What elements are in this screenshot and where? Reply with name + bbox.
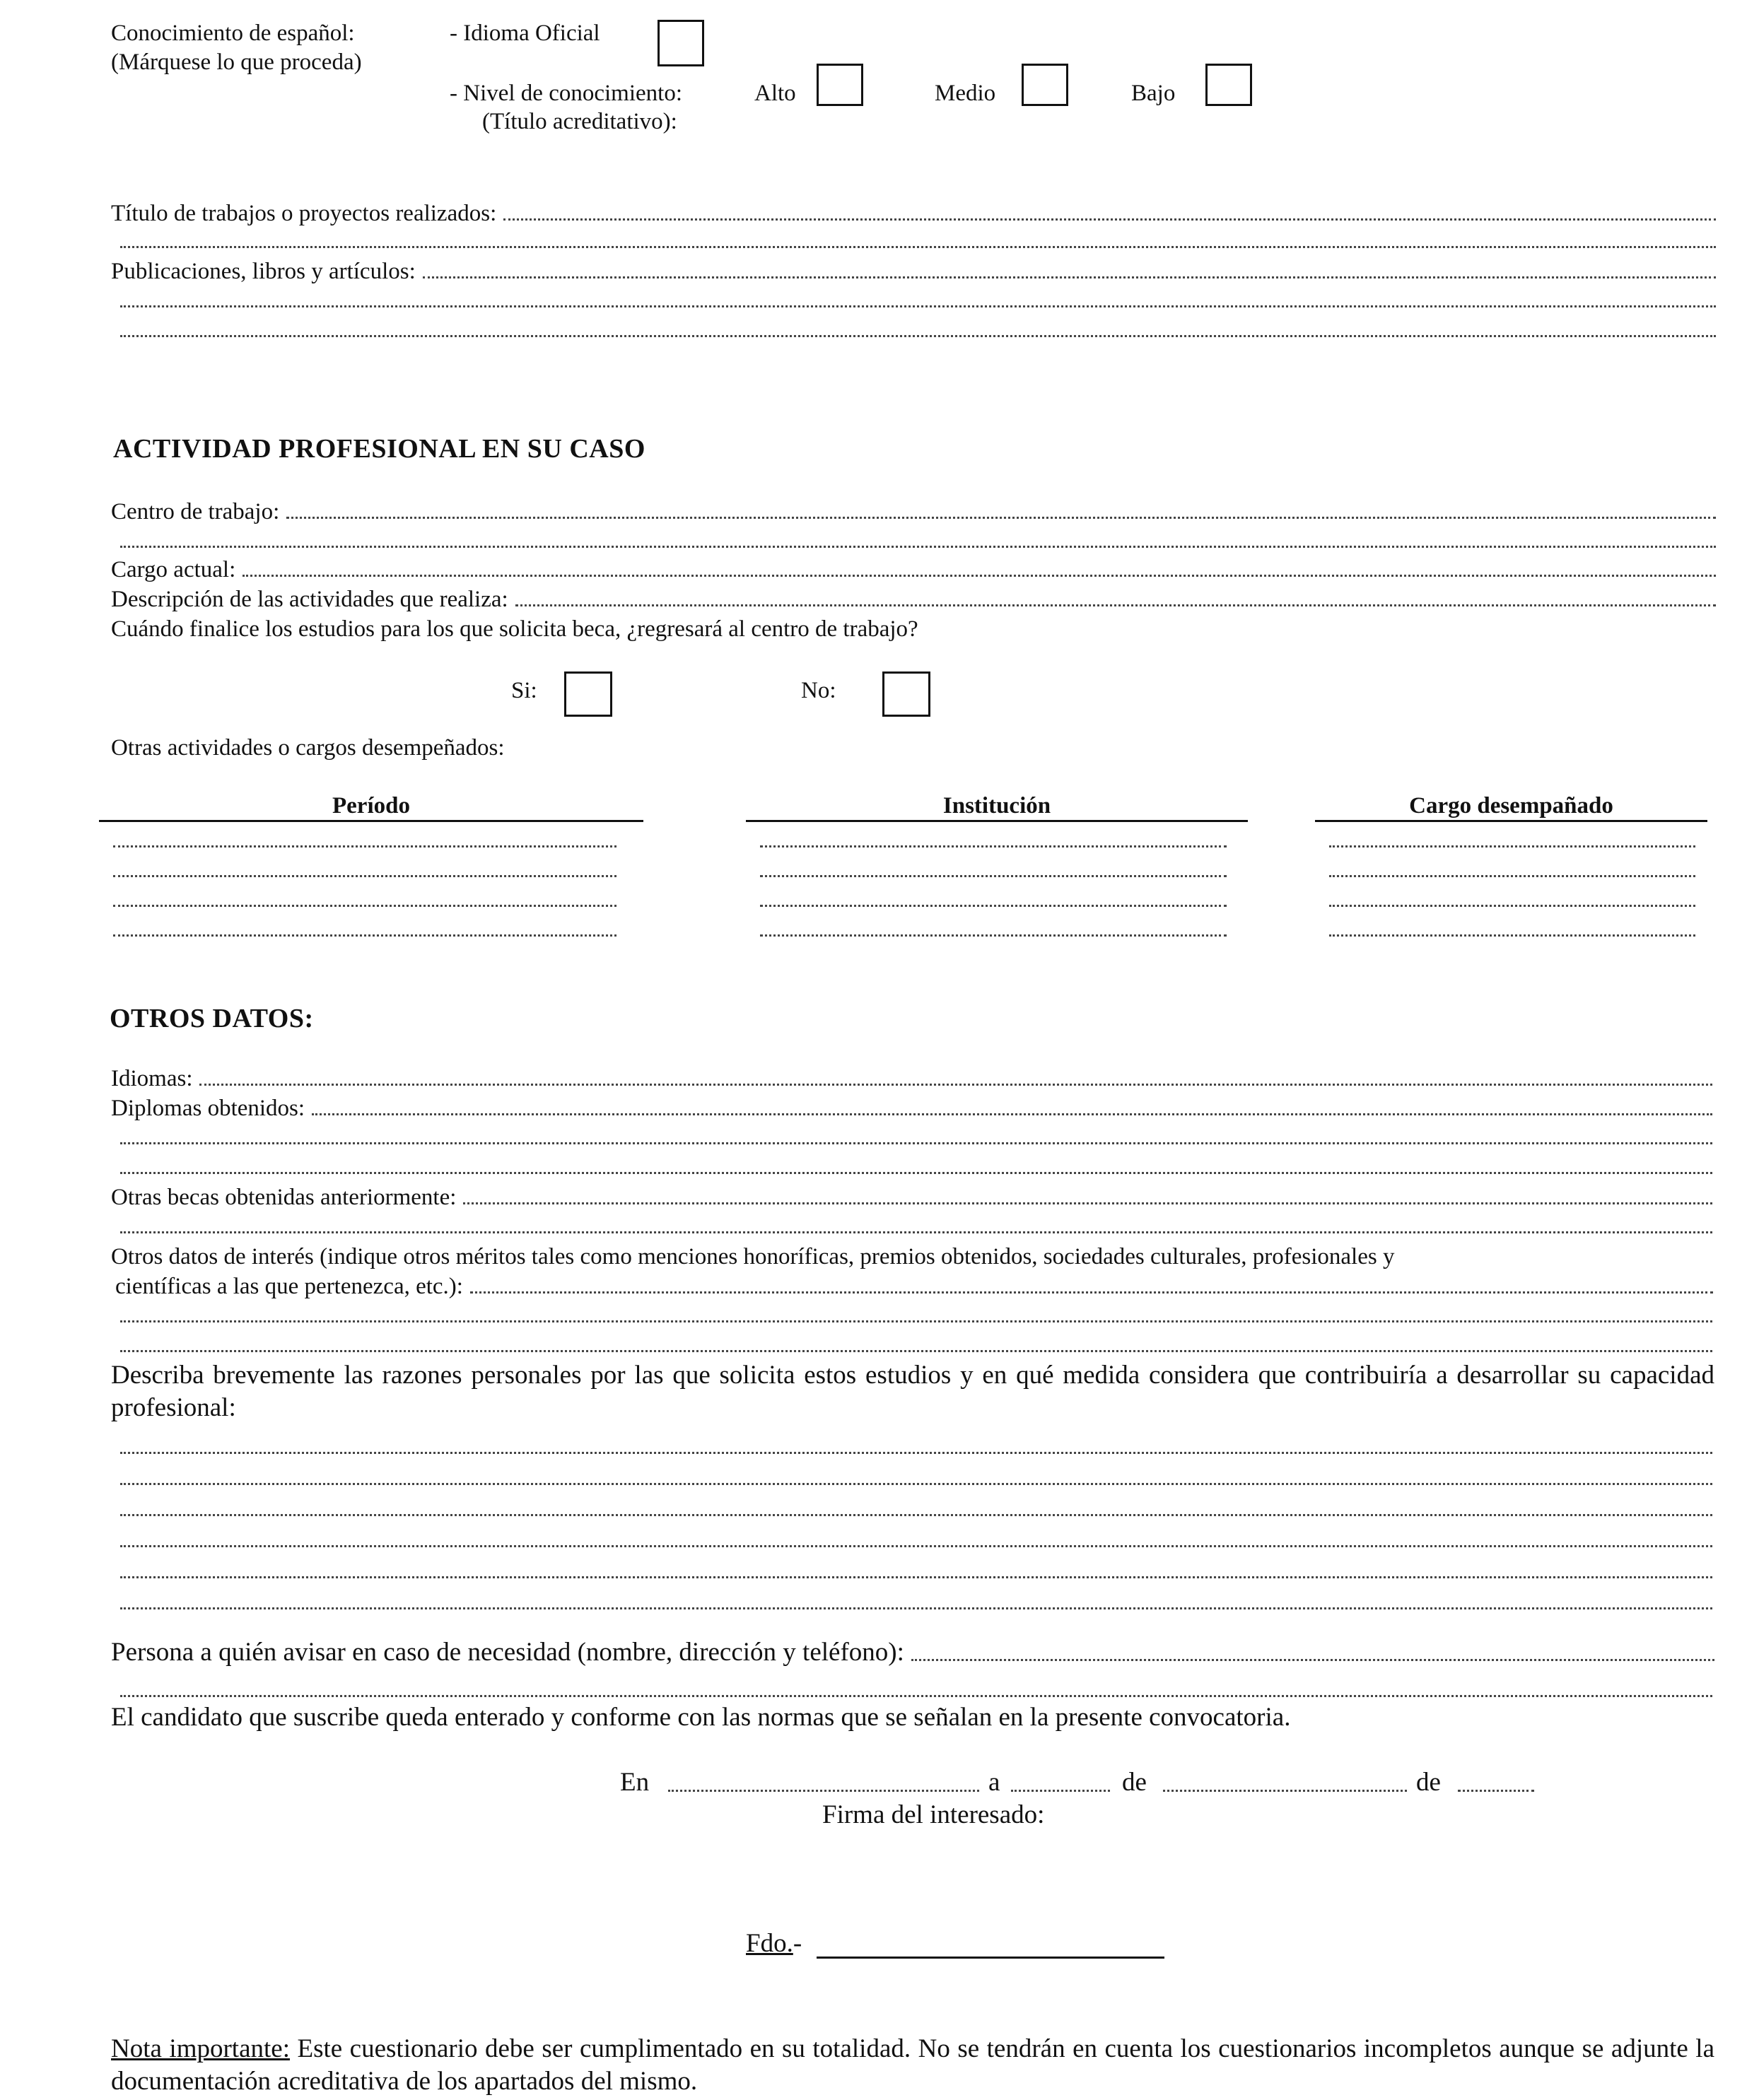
- diplomas-field-2[interactable]: [120, 1142, 1712, 1144]
- other-grants-field[interactable]: [463, 1202, 1712, 1204]
- languages-label: Idiomas:: [111, 1066, 193, 1091]
- knowledge-level-label: - Nivel de conocimiento:: [450, 81, 682, 106]
- interest-field-2[interactable]: [120, 1320, 1712, 1322]
- languages-row: [111, 1064, 1712, 1093]
- month-field[interactable]: [1163, 1790, 1407, 1792]
- interest-row: [115, 1272, 1713, 1301]
- period-field-4[interactable]: [113, 934, 616, 937]
- emergency-contact-row: [111, 1637, 1714, 1668]
- year-field[interactable]: [1458, 1790, 1534, 1792]
- publications-label: Publicaciones, libros y artículos:: [111, 259, 416, 284]
- reasons-field-5[interactable]: [120, 1576, 1712, 1578]
- column-period-header: Período: [99, 792, 643, 822]
- period-field-3[interactable]: [113, 905, 616, 907]
- work-center-label: Centro de trabajo:: [111, 499, 280, 524]
- important-note-label: Nota importante:: [111, 2034, 290, 2063]
- reasons-field-4[interactable]: [120, 1545, 1712, 1547]
- agreement-text: El candidato que suscribe queda enterado y conforme con las normas que se señalan en la presente convocatoria.: [111, 1703, 1291, 1732]
- work-center-field-2[interactable]: [120, 546, 1716, 548]
- level-medio-checkbox[interactable]: [1022, 64, 1068, 106]
- position-field-1[interactable]: [1329, 845, 1695, 847]
- period-field-2[interactable]: [113, 875, 616, 877]
- return-no-checkbox[interactable]: [882, 671, 930, 717]
- level-bajo-checkbox[interactable]: [1205, 64, 1252, 106]
- publications-field[interactable]: [423, 276, 1716, 278]
- fdo-suffix: -: [793, 1929, 802, 1958]
- publications-field-2[interactable]: [120, 305, 1716, 307]
- day-field[interactable]: [1011, 1790, 1110, 1792]
- institution-field-4[interactable]: [760, 934, 1227, 937]
- emergency-contact-field-2[interactable]: [120, 1695, 1712, 1697]
- works-titles-label: Título de trabajos o proyectos realizados:: [111, 201, 497, 226]
- institution-field-1[interactable]: [760, 845, 1227, 847]
- other-grants-field-2[interactable]: [120, 1231, 1712, 1233]
- date-de-label-1: de: [1122, 1768, 1147, 1797]
- reasons-field-1[interactable]: [120, 1452, 1712, 1454]
- activities-description-row: [111, 585, 1716, 614]
- works-titles-field-2[interactable]: [120, 246, 1716, 248]
- reasons-field-3[interactable]: [120, 1514, 1712, 1516]
- return-question: Cuándo finalice los estudios para los que solicita beca, ¿regresará al centro de trabajo?: [111, 616, 918, 642]
- other-grants-row: [111, 1183, 1712, 1212]
- level-medio-label: Medio: [935, 81, 996, 106]
- position-field-4[interactable]: [1329, 934, 1695, 937]
- works-titles-field[interactable]: [503, 218, 1716, 221]
- place-en-label: En: [620, 1768, 650, 1797]
- position-field-3[interactable]: [1329, 905, 1695, 907]
- reasons-text: Describa brevemente las razones personales por las que solicita estos estudios y en qué medida considera que contribuiría a desarrollar su capacidad profesional:: [111, 1361, 1714, 1422]
- other-activities-label: Otras actividades o cargos desempeñados:: [111, 735, 505, 761]
- knowledge-level-note: (Título acreditativo):: [482, 109, 677, 134]
- important-note-text: Este cuestionario debe ser cumplimentado en su totalidad. No se tendrán en cuenta los cuestionarios incompletos aunque se adjunte la documentación acreditativa de los apartados del mismo.: [111, 2034, 1714, 2096]
- diplomas-row: [111, 1094, 1712, 1122]
- publications-row: [111, 257, 1716, 286]
- return-yes-label: Si:: [511, 678, 537, 703]
- diplomas-field[interactable]: [312, 1113, 1712, 1115]
- level-alto-checkbox[interactable]: [817, 64, 863, 106]
- reasons-field-6[interactable]: [120, 1607, 1712, 1609]
- fdo-label: [746, 1928, 802, 1959]
- level-bajo-label: Bajo: [1131, 81, 1176, 106]
- period-field-1[interactable]: [113, 845, 616, 847]
- interest-field-3[interactable]: [120, 1350, 1712, 1352]
- interest-text-line-1: Otros datos de interés (indique otros méritos tales como menciones honoríficas, premios obtenidos, sociedades culturales, profesionales y: [111, 1244, 1395, 1269]
- column-institution-header: Institución: [746, 792, 1248, 822]
- place-field[interactable]: [668, 1790, 979, 1792]
- professional-heading: ACTIVIDAD PROFESIONAL EN SU CASO: [113, 434, 645, 464]
- return-no-label: No:: [801, 678, 836, 703]
- emergency-contact-field[interactable]: [911, 1659, 1714, 1661]
- interest-label: científicas a las que pertenezca, etc.):: [115, 1274, 463, 1299]
- diplomas-label: Diplomas obtenidos:: [111, 1096, 305, 1121]
- return-yes-checkbox[interactable]: [564, 671, 612, 717]
- date-de-label-2: de: [1416, 1768, 1441, 1797]
- institution-field-2[interactable]: [760, 875, 1227, 877]
- signature-line[interactable]: [817, 1957, 1164, 1959]
- current-position-field[interactable]: [242, 575, 1716, 577]
- date-a-label: a: [988, 1768, 1000, 1797]
- fdo-text: Fdo.: [746, 1929, 793, 1958]
- level-alto-label: Alto: [754, 81, 796, 106]
- official-language-checkbox[interactable]: [658, 20, 704, 66]
- institution-field-3[interactable]: [760, 905, 1227, 907]
- interest-field[interactable]: [470, 1291, 1713, 1294]
- signature-caption: Firma del interesado:: [822, 1800, 1045, 1829]
- spanish-knowledge-note: (Márquese lo que proceda): [111, 49, 362, 75]
- current-position-row: [111, 556, 1716, 584]
- publications-field-3[interactable]: [120, 335, 1716, 337]
- reasons-field-2[interactable]: [120, 1483, 1712, 1485]
- emergency-contact-label: Persona a quién avisar en caso de necesidad (nombre, dirección y teléfono):: [111, 1638, 904, 1667]
- works-titles-row: [111, 199, 1716, 228]
- work-center-row: [111, 498, 1716, 526]
- activities-description-field[interactable]: [515, 604, 1716, 606]
- position-field-2[interactable]: [1329, 875, 1695, 877]
- other-data-heading: OTROS DATOS:: [110, 1004, 314, 1033]
- diplomas-field-3[interactable]: [120, 1172, 1712, 1174]
- column-position-header: Cargo desempañado: [1315, 792, 1707, 822]
- spanish-knowledge-label: Conocimiento de español:: [111, 20, 355, 46]
- languages-field[interactable]: [199, 1084, 1712, 1086]
- official-language-label: - Idioma Oficial: [450, 20, 600, 46]
- work-center-field[interactable]: [286, 517, 1716, 519]
- other-grants-label: Otras becas obtenidas anteriormente:: [111, 1185, 457, 1210]
- activities-description-label: Descripción de las actividades que realiza:: [111, 587, 508, 612]
- current-position-label: Cargo actual:: [111, 557, 236, 582]
- important-note: [111, 2033, 1714, 2098]
